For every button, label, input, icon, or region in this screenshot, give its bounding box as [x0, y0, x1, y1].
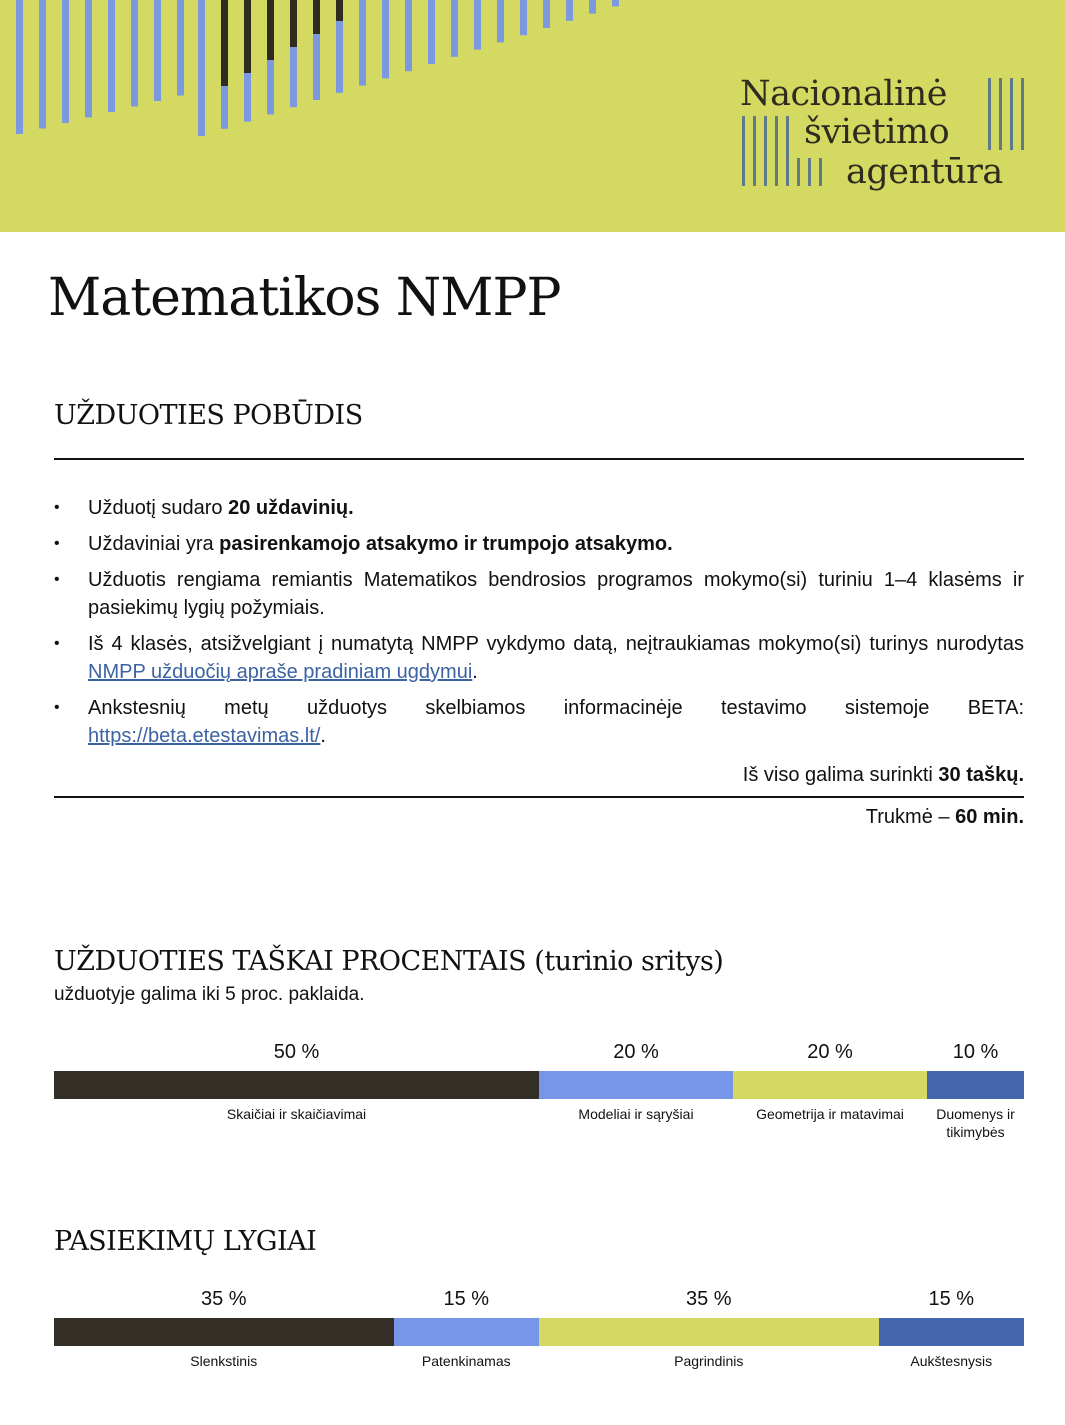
segment-category-label: Modeliai ir sąryšiai — [578, 1106, 694, 1122]
achievement-levels-bar-chart — [54, 1288, 1024, 1386]
logo-bar — [753, 116, 756, 186]
stripe — [428, 0, 435, 64]
segment-percent-label: 15 % — [928, 1288, 975, 1310]
logo-bar — [786, 158, 789, 186]
stripe — [154, 0, 161, 101]
section-title-content-areas: UŽDUOTIES TAŠKAI PROCENTAIS (turinio sritys) — [54, 946, 724, 977]
text: Užduotį sudaro — [88, 497, 229, 519]
logo-line-1: Nacionalinė — [740, 74, 947, 114]
section-title-achievement-levels: PASIEKIMŲ LYGIAI — [54, 1226, 317, 1257]
duration-value: 60 min. — [955, 806, 1024, 828]
logo-bar — [775, 116, 778, 186]
stripe — [382, 0, 389, 78]
logo-bar — [764, 116, 767, 186]
text: . — [472, 661, 478, 683]
list-item — [54, 530, 1024, 558]
stripe — [39, 0, 46, 129]
section-divider — [54, 458, 1024, 460]
total-points-label: Iš viso galima surinkti — [742, 764, 939, 786]
stripe — [244, 0, 251, 73]
stripe — [497, 0, 504, 42]
total-divider — [54, 796, 1024, 798]
stripe — [451, 0, 458, 57]
logo-bar — [1021, 78, 1024, 150]
total-points — [743, 764, 1024, 787]
stripe — [520, 0, 527, 35]
bar-segment — [879, 1318, 1025, 1346]
segment-category-label: Geometrija ir matavimai — [756, 1106, 904, 1122]
logo-bar — [808, 158, 811, 186]
segment-category-label: Patenkinamas — [421, 1353, 511, 1369]
bold-text: pasirenkamojo atsakymo ir trumpojo atsakymo. — [219, 533, 673, 555]
stripe — [108, 0, 115, 112]
text: Užduotis rengiama remiantis Matematikos bendrosios programos mokymo(si) turiniu 1–4 klasėms ir pasiekimų lygių požymiais. — [88, 569, 1024, 619]
logo-bar — [999, 78, 1002, 150]
segment-category-label: Slenkstinis — [190, 1353, 258, 1369]
segment-percent-label: 50 % — [273, 1041, 320, 1063]
bar-segment — [539, 1318, 879, 1346]
stripe — [336, 0, 343, 21]
stripe — [612, 0, 619, 6]
duration-label: Trukmė – — [865, 806, 956, 828]
segment-percent-label: 35 % — [685, 1288, 732, 1310]
bar-segment — [927, 1071, 1024, 1099]
list-item — [54, 694, 1024, 750]
text: Iš 4 klasės, atsižvelgiant į numatytą NMPP vykdymo datą, neįtraukiamas mokymo(si) turinys nurodytas — [88, 633, 1024, 655]
stripe — [221, 0, 228, 86]
section-title-task-nature: UŽDUOTIES POBŪDIS — [54, 400, 363, 431]
logo-bar — [1010, 78, 1013, 150]
segment-percent-label: 35 % — [200, 1288, 247, 1310]
logo-bar — [819, 158, 822, 186]
bar-segment — [539, 1071, 733, 1099]
logo-line-3: agentūra — [846, 152, 1003, 192]
bar-segment — [394, 1318, 540, 1346]
segment-percent-label: 20 % — [807, 1041, 853, 1063]
segment-category-label: Pagrindinis — [674, 1353, 744, 1369]
bar-segment — [733, 1071, 927, 1099]
stripe — [313, 0, 320, 34]
stripe — [177, 0, 184, 96]
task-info-list — [54, 494, 1024, 758]
list-item — [54, 630, 1024, 686]
stripe — [131, 0, 138, 107]
logo-bar — [797, 158, 800, 186]
stripe — [543, 0, 550, 28]
text: Uždaviniai yra — [88, 533, 220, 555]
duration — [866, 806, 1024, 829]
list-item — [54, 566, 1024, 622]
stripe — [566, 0, 573, 21]
text: Ankstesnių metų užduotys skelbiamos informacinėje testavimo sistemoje BETA: — [88, 697, 1024, 719]
stripe — [198, 0, 205, 136]
segment-percent-label: 15 % — [443, 1288, 490, 1310]
link[interactable]: NMPP užduočių apraše pradiniam ugdymui — [88, 661, 473, 683]
stripe — [474, 0, 481, 50]
segment-percent-label: 10 % — [952, 1041, 999, 1063]
stripe — [359, 0, 366, 86]
segment-percent-label: 20 % — [613, 1041, 659, 1063]
stripe — [16, 0, 23, 134]
bold-text: 20 uždavinių. — [228, 497, 354, 519]
page-title: Matematikos NMPP — [48, 268, 561, 328]
stripe — [405, 0, 412, 71]
stripe — [62, 0, 69, 123]
agency-logo — [738, 72, 1038, 197]
total-points-value: 30 taškų. — [938, 764, 1024, 786]
segment-category-label: Aukštesnysis — [910, 1353, 993, 1369]
bar-segment — [54, 1071, 539, 1099]
content-areas-bar-chart — [54, 1041, 1024, 1139]
segment-category-label: Skaičiai ir skaičiavimai — [226, 1106, 367, 1122]
logo-bar — [988, 78, 991, 150]
logo-line-2: švietimo — [804, 112, 950, 152]
section-subtitle: užduotyje galima iki 5 proc. paklaida. — [54, 984, 365, 1005]
stripe — [267, 0, 274, 60]
text: . — [320, 725, 326, 747]
stripe — [85, 0, 92, 118]
stripe — [589, 0, 596, 14]
bar-segment — [54, 1318, 394, 1346]
list-item — [54, 494, 1024, 522]
stripe — [290, 0, 297, 47]
link[interactable]: https://beta.etestavimas.lt/ — [88, 725, 321, 747]
segment-category-label: Duomenys ir tikimybės — [936, 1106, 1015, 1140]
logo-bar — [742, 116, 745, 186]
header-banner — [0, 0, 1065, 232]
